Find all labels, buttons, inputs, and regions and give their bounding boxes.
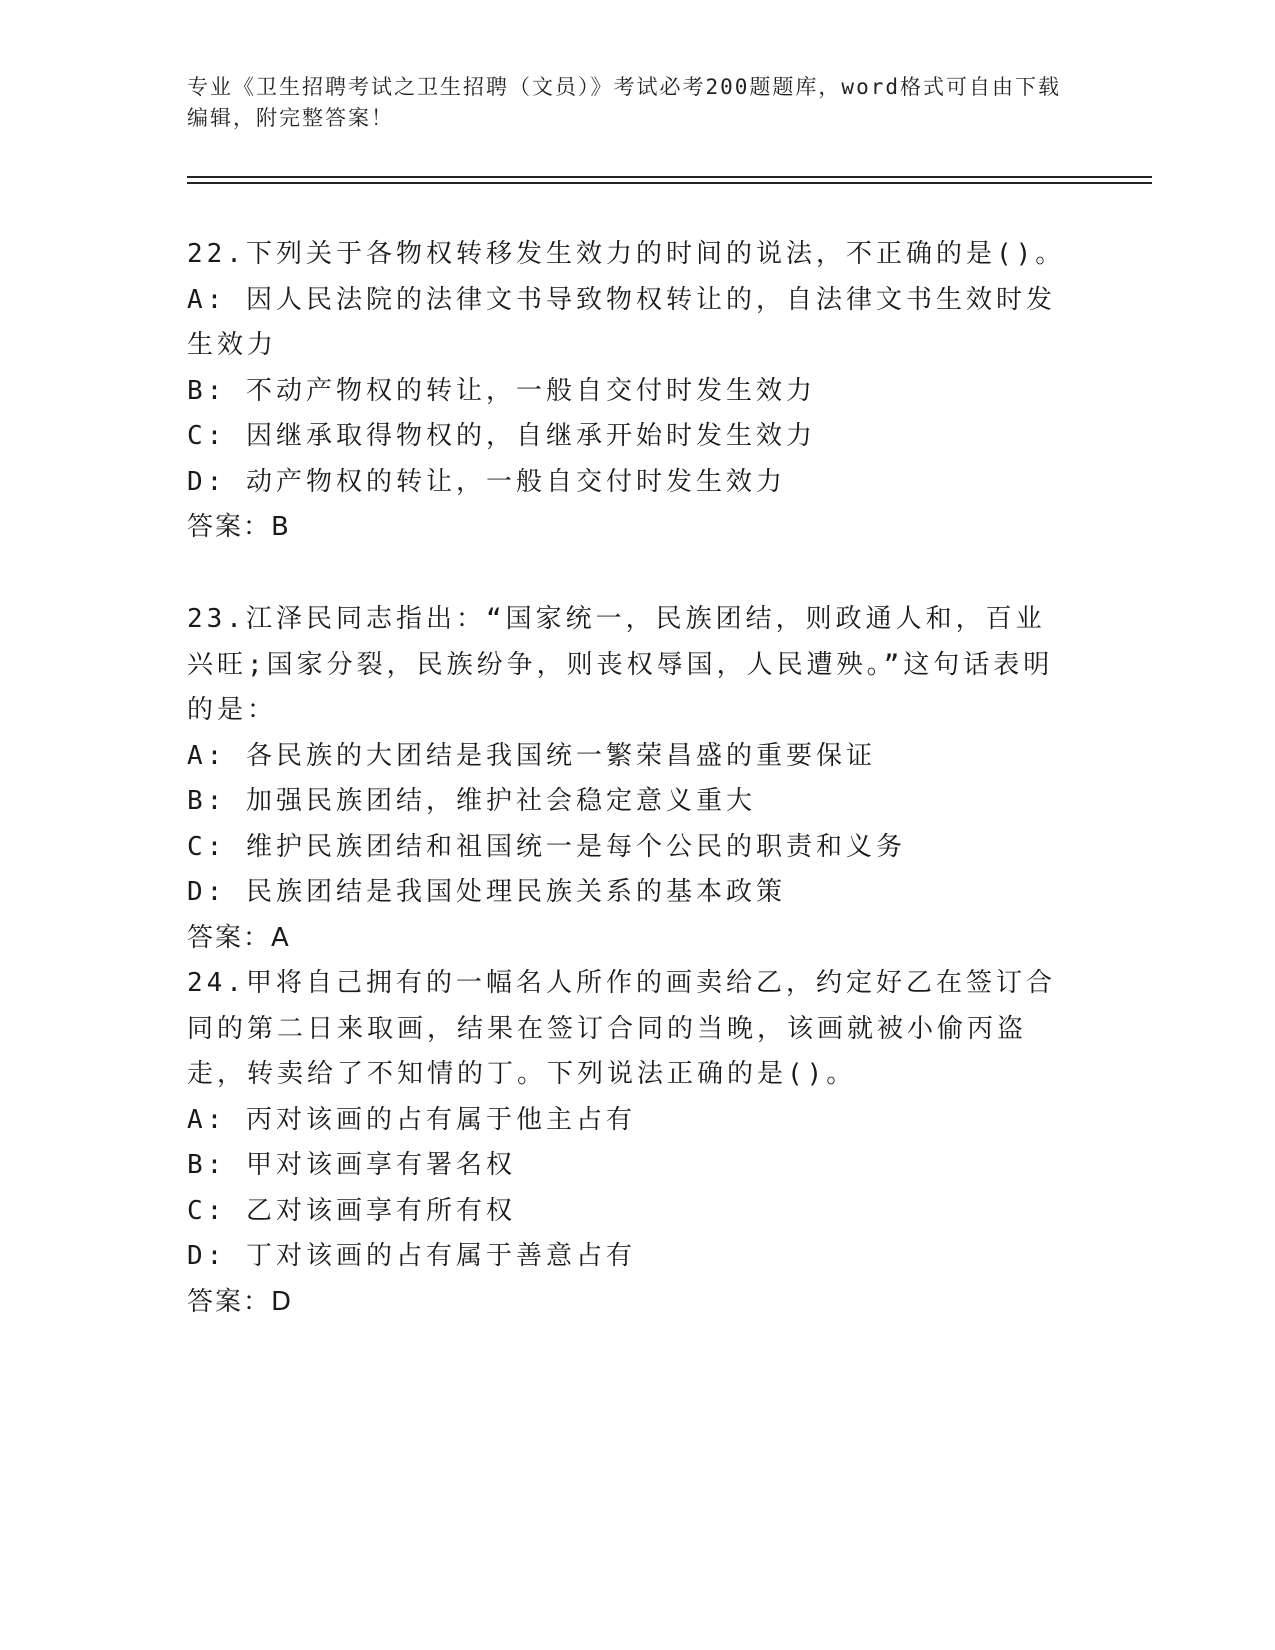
question-stem: 22.下列关于各物权转移发生效力的时间的说法，不正确的是()。 (187, 239, 1066, 269)
question-stem: 24.甲将自己拥有的一幅名人所作的画卖给乙，约定好乙在签订合同的第二日来取画，结果在签订合同的当晚，该画就被小偷丙盗走，转卖给了不知情的丁。下列说法正确的是()。 (187, 968, 1056, 1089)
header-divider-bottom (187, 182, 1152, 184)
option-d: D: 动产物权的转让，一般自交付时发生效力 (187, 466, 786, 497)
option-b: B: 不动产物权的转让，一般自交付时发生效力 (187, 375, 816, 406)
option-d: D: 丁对该画的占有属于善意占有 (187, 1241, 636, 1271)
header-divider-top (187, 176, 1152, 178)
option-a: A: 丙对该画的占有属于他主占有 (187, 1104, 636, 1135)
option-d: D: 民族团结是我国处理民族关系的基本政策 (187, 877, 786, 907)
answer: 答案：D (187, 1286, 294, 1317)
answer: 答案：A (187, 922, 291, 953)
option-c: C: 乙对该画享有所有权 (187, 1195, 516, 1226)
question-22 (187, 232, 1067, 551)
question-stem: 23.江泽民同志指出：“国家统一，民族团结，则政通人和，百业兴旺;国家分裂，民族纷争，则丧权辱国，人民遭殃。”这句话表明的是： (187, 604, 1054, 725)
option-a: A: 因人民法院的法律文书导致物权转让的，自法律文书生效时发生效力 (187, 284, 1056, 360)
document-header: 专业《卫生招聘考试之卫生招聘（文员）》考试必考200题题库，word格式可自由下载编辑，附完整答案！ (187, 75, 1061, 130)
question-24 (187, 961, 1067, 1325)
option-b: B: 甲对该画享有署名权 (187, 1150, 516, 1180)
option-c: C: 因继承取得物权的，自继承开始时发生效力 (187, 421, 816, 451)
question-23 (187, 597, 1067, 961)
option-c: C: 维护民族团结和祖国统一是每个公民的职责和义务 (187, 831, 906, 862)
option-a: A: 各民族的大团结是我国统一繁荣昌盛的重要保证 (187, 740, 876, 771)
option-b: B: 加强民族团结，维护社会稳定意义重大 (187, 786, 756, 816)
answer: 答案：B (187, 512, 291, 542)
